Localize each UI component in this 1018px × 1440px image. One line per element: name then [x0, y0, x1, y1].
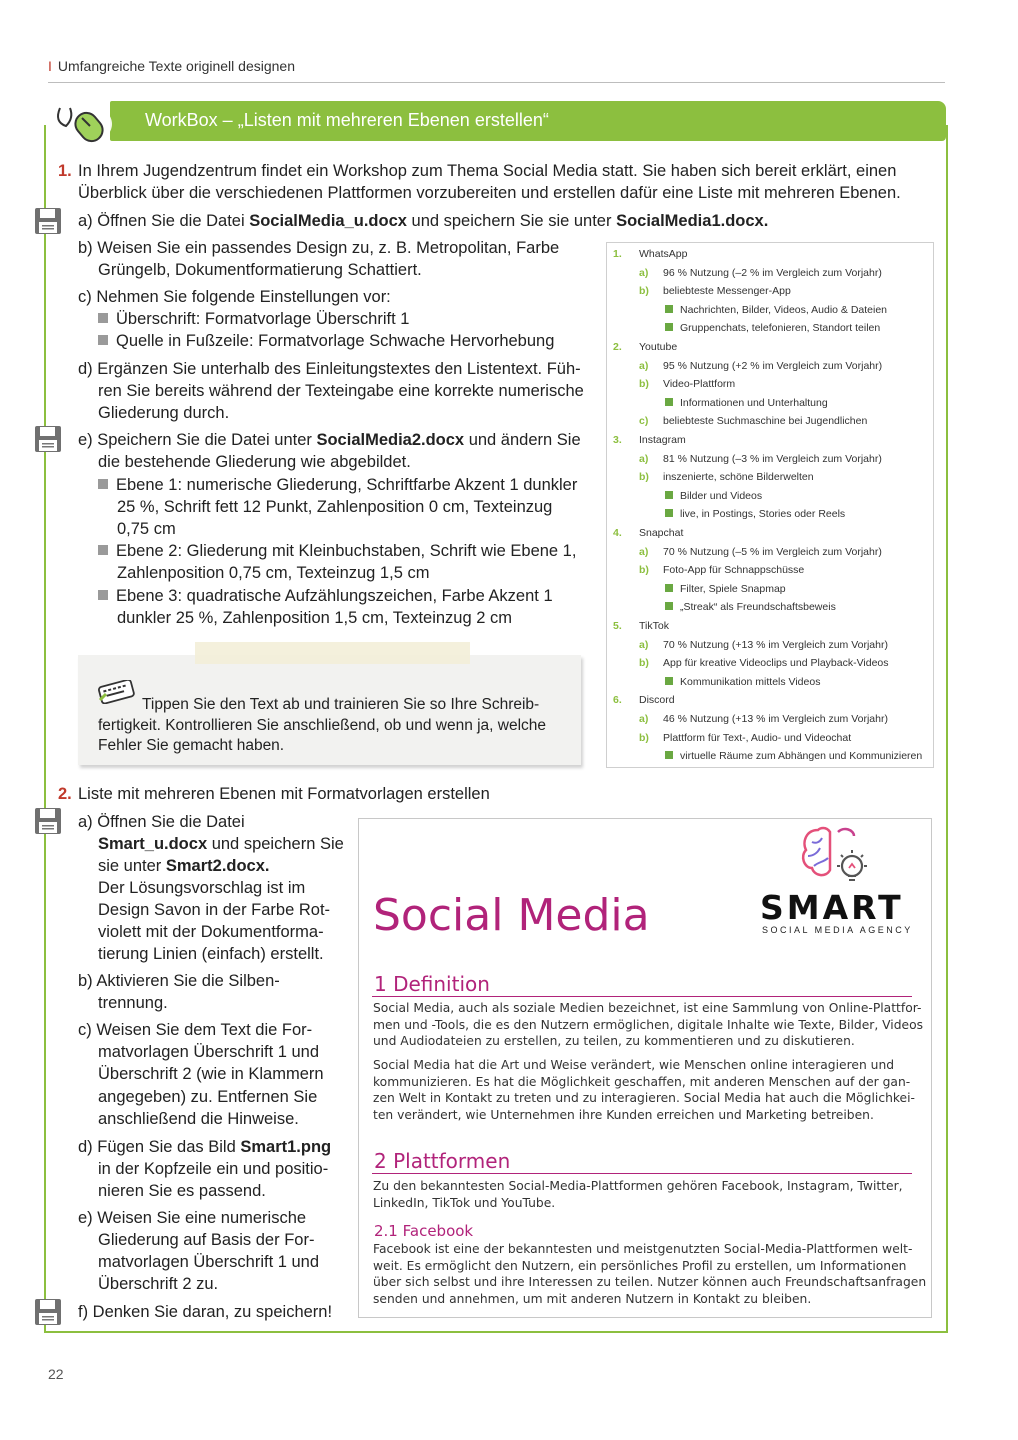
task1-b-2: Grüngelb, Dokumentformatierung Schattiert. [98, 261, 422, 279]
task2-c-4: angegeben) zu. Entfernen Sie [98, 1088, 318, 1106]
heading-definition: 1 Definition [374, 972, 490, 996]
task1-e-bullet-1-line3: 0,75 cm [117, 520, 176, 538]
sample-level2-item: b) beliebteste Messenger-App [639, 285, 791, 298]
filename-smart2: Smart2.docx. [165, 857, 270, 875]
filename-socialmedia2: SocialMedia2.docx [316, 431, 465, 449]
sample-level1-item: 4. Snapchat [613, 527, 684, 539]
sample-level2-item: b) Plattform für Text-, Audio- und Videochat [639, 731, 852, 744]
task2-e-1: e) Weisen Sie eine numerische [78, 1209, 307, 1227]
tip-line-3: Fehler Sie gemacht haben. [98, 737, 285, 754]
task2-b-2: trennung. [98, 994, 168, 1012]
sample-level3-item: Nachrichten, Bilder, Videos, Audio & Dateien [665, 304, 887, 316]
sample-level2-item: c) beliebteste Suchmaschine bei Jugendlichen [639, 415, 868, 428]
paragraph-definition-2: Social Media hat die Art und Weise verändert, wie Menschen online interagieren und kommunizieren. Es hat die Möglichkeit geschaffen, mit anderen Menschen auf der gan- zen Welt in Kontakt zu treten und zu interagieren. Social Media hat auch die Möglichkei- ten verändert, wie Unternehmen ihre Kunden erreichen und Marketing betreiben. [373, 1058, 915, 1122]
heading-rule [372, 1173, 912, 1174]
sample-level3-item: live, in Postings, Stories oder Reels [665, 508, 845, 520]
heading-rule [372, 996, 912, 997]
task2-d-1: d) Fügen Sie das Bild Smart1.png [78, 1138, 332, 1156]
document-title: Social Media [373, 890, 650, 941]
task2-e-3: matvorlagen Überschrift 1 und [98, 1253, 320, 1271]
bullet-square [665, 323, 673, 331]
task1-intro-2: Überblick über die verschiedenen Plattformen vorzubereiten und erstellen dafür eine Liste mit mehreren Ebenen. [78, 184, 901, 202]
task2-number: 2. [58, 785, 72, 803]
sample-level2-item: a) 96 % Nutzung (–2 % im Vergleich zum Vorjahr) [639, 266, 882, 279]
bullet-square [665, 751, 673, 759]
task1-d-3: Gliederung durch. [98, 404, 230, 422]
bullet-square [665, 398, 673, 406]
sample-level3-item: „Streak“ als Freundschaftsbeweis [665, 601, 836, 613]
save-icon [34, 807, 62, 835]
save-icon [34, 207, 62, 235]
task2-c-1: c) Weisen Sie dem Text die For- [78, 1021, 313, 1039]
sample-level3-item: Bilder und Videos [665, 490, 762, 502]
sample-level2-item: b) Video-Plattform [639, 378, 736, 391]
task2-e-4: Überschrift 2 zu. [98, 1275, 219, 1293]
task1-b-1: b) Weisen Sie ein passendes Design zu, z. B. Metropolitan, Farbe [78, 239, 560, 257]
task1-e-bullet-1-line2: 25 %, Schrift fett 12 Punkt, Zahlenposition 0 cm, Texteinzug [117, 498, 553, 516]
sample-list-preview [606, 242, 934, 768]
bullet-square [98, 545, 108, 555]
bullet-square [98, 590, 108, 600]
task2-a-7: tierung Linien (einfach) erstellt. [98, 945, 324, 963]
filename-socialmedia1: SocialMedia1.docx. [616, 212, 769, 230]
bullet-square [665, 509, 673, 517]
save-icon [34, 1298, 62, 1326]
filename-smart-u: Smart_u.docx [98, 835, 208, 853]
sample-level1-item: 6. Discord [613, 694, 675, 707]
paragraph-definition-1: Social Media, auch als soziale Medien bezeichnet, ist eine Sammlung von Online-Plattfor- men und -Tools, die es den Nutzern ermöglichen, digitale Inhalte wie Texte, Bilder, Videos und Audiodateien zu erstellen, zu teilen, zu kommentieren und zu diskutieren. [373, 1001, 923, 1048]
mouse-icon [52, 100, 114, 146]
sample-level2-item: a) 81 % Nutzung (–3 % im Vergleich zum Vorjahr) [639, 452, 882, 465]
task2-a-2: Smart_u.docx und speichern Sie [98, 835, 344, 853]
sample-level2-item: a) 46 % Nutzung (+13 % im Vergleich zum Vorjahr) [639, 713, 888, 725]
chapter-title: Umfangreiche Texte originell designen [57, 58, 295, 74]
sample-level2-item: b) Foto-App für Schnappschüsse [639, 564, 805, 577]
sample-level3-item: Informationen und Unterhaltung [665, 397, 828, 409]
header-rule [48, 82, 945, 83]
workbox-title: WorkBox – „Listen mit mehreren Ebenen erstellen“ [145, 110, 549, 130]
task2-d-2: in der Kopfzeile ein und positio- [98, 1160, 329, 1178]
page-number: 22 [48, 1366, 64, 1382]
task2-c-5: anschließend die Hinweise. [98, 1110, 299, 1128]
task1-a: a) Öffnen Sie die Datei SocialMedia_u.docx und speichern Sie sie unter SocialMedia1.docx. [78, 212, 769, 230]
sample-level3-item: Kommunikation mittels Videos [665, 676, 820, 688]
tip-line-1: Tippen Sie den Text ab und trainieren Sie so Ihre Schreib- [142, 696, 540, 713]
task1-c-bullet-2: Quelle in Fußzeile: Formatvorlage Schwache Hervorhebung [98, 330, 554, 352]
bullet-square [665, 602, 673, 610]
task1-c-bullet-1: Überschrift: Formatvorlage Überschrift 1 [98, 308, 409, 330]
task1-number: 1. [58, 162, 72, 180]
task2-a-3: sie unter Smart2.docx. [98, 857, 270, 875]
task2-a-1: a) Öffnen Sie die Datei [78, 813, 245, 831]
sample-level2-item: b) App für kreative Videoclips und Playback-Videos [639, 657, 889, 670]
task2-d-3: nieren Sie es passend. [98, 1182, 266, 1200]
brain-bulb-logo-icon [798, 822, 870, 894]
sample-level2-item: a) 70 % Nutzung (+13 % im Vergleich zum Vorjahr) [639, 638, 888, 651]
task1-d-2: ren Sie bereits während der Texteingabe eine korrekte numerische [98, 382, 584, 400]
chapter-marker: I [48, 58, 52, 74]
heading-plattformen: 2 Plattformen [374, 1149, 511, 1173]
bullet-square [98, 335, 108, 345]
keyboard-icon [98, 680, 136, 704]
task2-f: f) Denken Sie daran, zu speichern! [78, 1303, 333, 1321]
task1-e-2: die bestehende Gliederung wie abgebildet. [98, 453, 411, 471]
sample-level2-item: b) inszenierte, schöne Bilderwelten [639, 471, 814, 484]
bullet-square [665, 305, 673, 313]
task1-e-bullet-1: Ebene 1: numerische Gliederung, Schriftfarbe Akzent 1 dunkler [98, 474, 577, 496]
bullet-square [665, 584, 673, 592]
task2-e-2: Gliederung auf Basis der For- [98, 1231, 315, 1249]
bullet-square [665, 491, 673, 499]
sample-level3-item: Gruppenchats, telefonieren, Standort teilen [665, 322, 880, 334]
task2-a-5: Design Savon in der Farbe Rot- [98, 901, 331, 919]
sample-level2-item: a) 70 % Nutzung (–5 % im Vergleich zum Vorjahr) [639, 545, 882, 558]
tip-line-2: fertigkeit. Kontrollieren Sie anschließend, ob und wenn ja, welche [98, 717, 547, 734]
task1-intro-1: In Ihrem Jugendzentrum findet ein Workshop zum Thema Social Media statt. Sie haben sich bereit erklärt, einen [78, 162, 897, 180]
task2-c-3: Überschrift 2 (wie in Klammern [98, 1065, 324, 1083]
task1-d-1: d) Ergänzen Sie unterhalb des Einleitungstextes den Listentext. Füh- [78, 360, 581, 378]
logo-tagline: SOCIAL MEDIA AGENCY [762, 925, 913, 935]
task1-e-bullet-2: Ebene 2: Gliederung mit Kleinbuchstaben, Schrift wie Ebene 1, [98, 540, 576, 562]
task1-c: c) Nehmen Sie folgende Einstellungen vor: [78, 288, 391, 306]
running-header [48, 58, 295, 74]
tape-strip [195, 642, 470, 664]
bullet-square [665, 677, 673, 685]
logo-wordmark: SMART [760, 888, 904, 927]
save-icon [34, 425, 62, 453]
task2-b-1: b) Aktivieren Sie die Silben- [78, 972, 280, 990]
paragraph-plattformen: Zu den bekanntesten Social-Media-Plattformen gehören Facebook, Instagram, Twitter, LinkedIn, TikTok und YouTube. [373, 1179, 903, 1210]
bullet-square [98, 313, 108, 323]
task1-e-bullet-3: Ebene 3: quadratische Aufzählungszeichen, Farbe Akzent 1 [98, 585, 553, 607]
task1-e-bullet-2-line2: Zahlenposition 0,75 cm, Texteinzug 1,5 cm [117, 564, 430, 582]
bullet-square [98, 479, 108, 489]
heading-facebook: 2.1 Facebook [374, 1222, 474, 1240]
sample-level1-item: 2. Youtube [613, 341, 678, 353]
sample-level1-item: 5. TikTok [613, 620, 669, 632]
sample-level1-item: 1. WhatsApp [613, 248, 688, 260]
paragraph-facebook: Facebook ist eine der bekanntesten und meistgenutzten Social-Media-Plattformen welt- weit. Es ermöglicht den Nutzern, ein persönliches Profil zu erstellen, um Informationen über sich selbst und ihre Interessen zu teilen. Nutzer können auch Freundschaftsanfragen senden und annehmen, um mit anderen Nutzern in Kontakt zu bleiben. [373, 1242, 927, 1306]
task2-a-6: violett mit der Dokumentforma- [98, 923, 324, 941]
sample-level3-item: Filter, Spiele Snapmap [665, 583, 786, 595]
sample-level2-item: a) 95 % Nutzung (+2 % im Vergleich zum Vorjahr) [639, 359, 883, 372]
sample-level1-item: 3. Instagram [613, 434, 686, 446]
task1-e-bullet-3-line2: dunkler 25 %, Zahlenposition 1,5 cm, Texteinzug 2 cm [117, 609, 512, 627]
task2-title: Liste mit mehreren Ebenen mit Formatvorlagen erstellen [78, 785, 490, 803]
task2-c-2: matvorlagen Überschrift 1 und [98, 1043, 320, 1061]
task2-a-4: Der Lösungsvorschlag ist im [98, 879, 306, 897]
filename-smart1: Smart1.png [240, 1138, 332, 1156]
filename-socialmedia-u: SocialMedia_u.docx [249, 212, 407, 230]
sample-level3-item: virtuelle Räume zum Abhängen und Kommunizieren [665, 750, 922, 762]
task1-e-1: e) Speichern Sie die Datei unter SocialMedia2.docx und ändern Sie [78, 431, 581, 449]
